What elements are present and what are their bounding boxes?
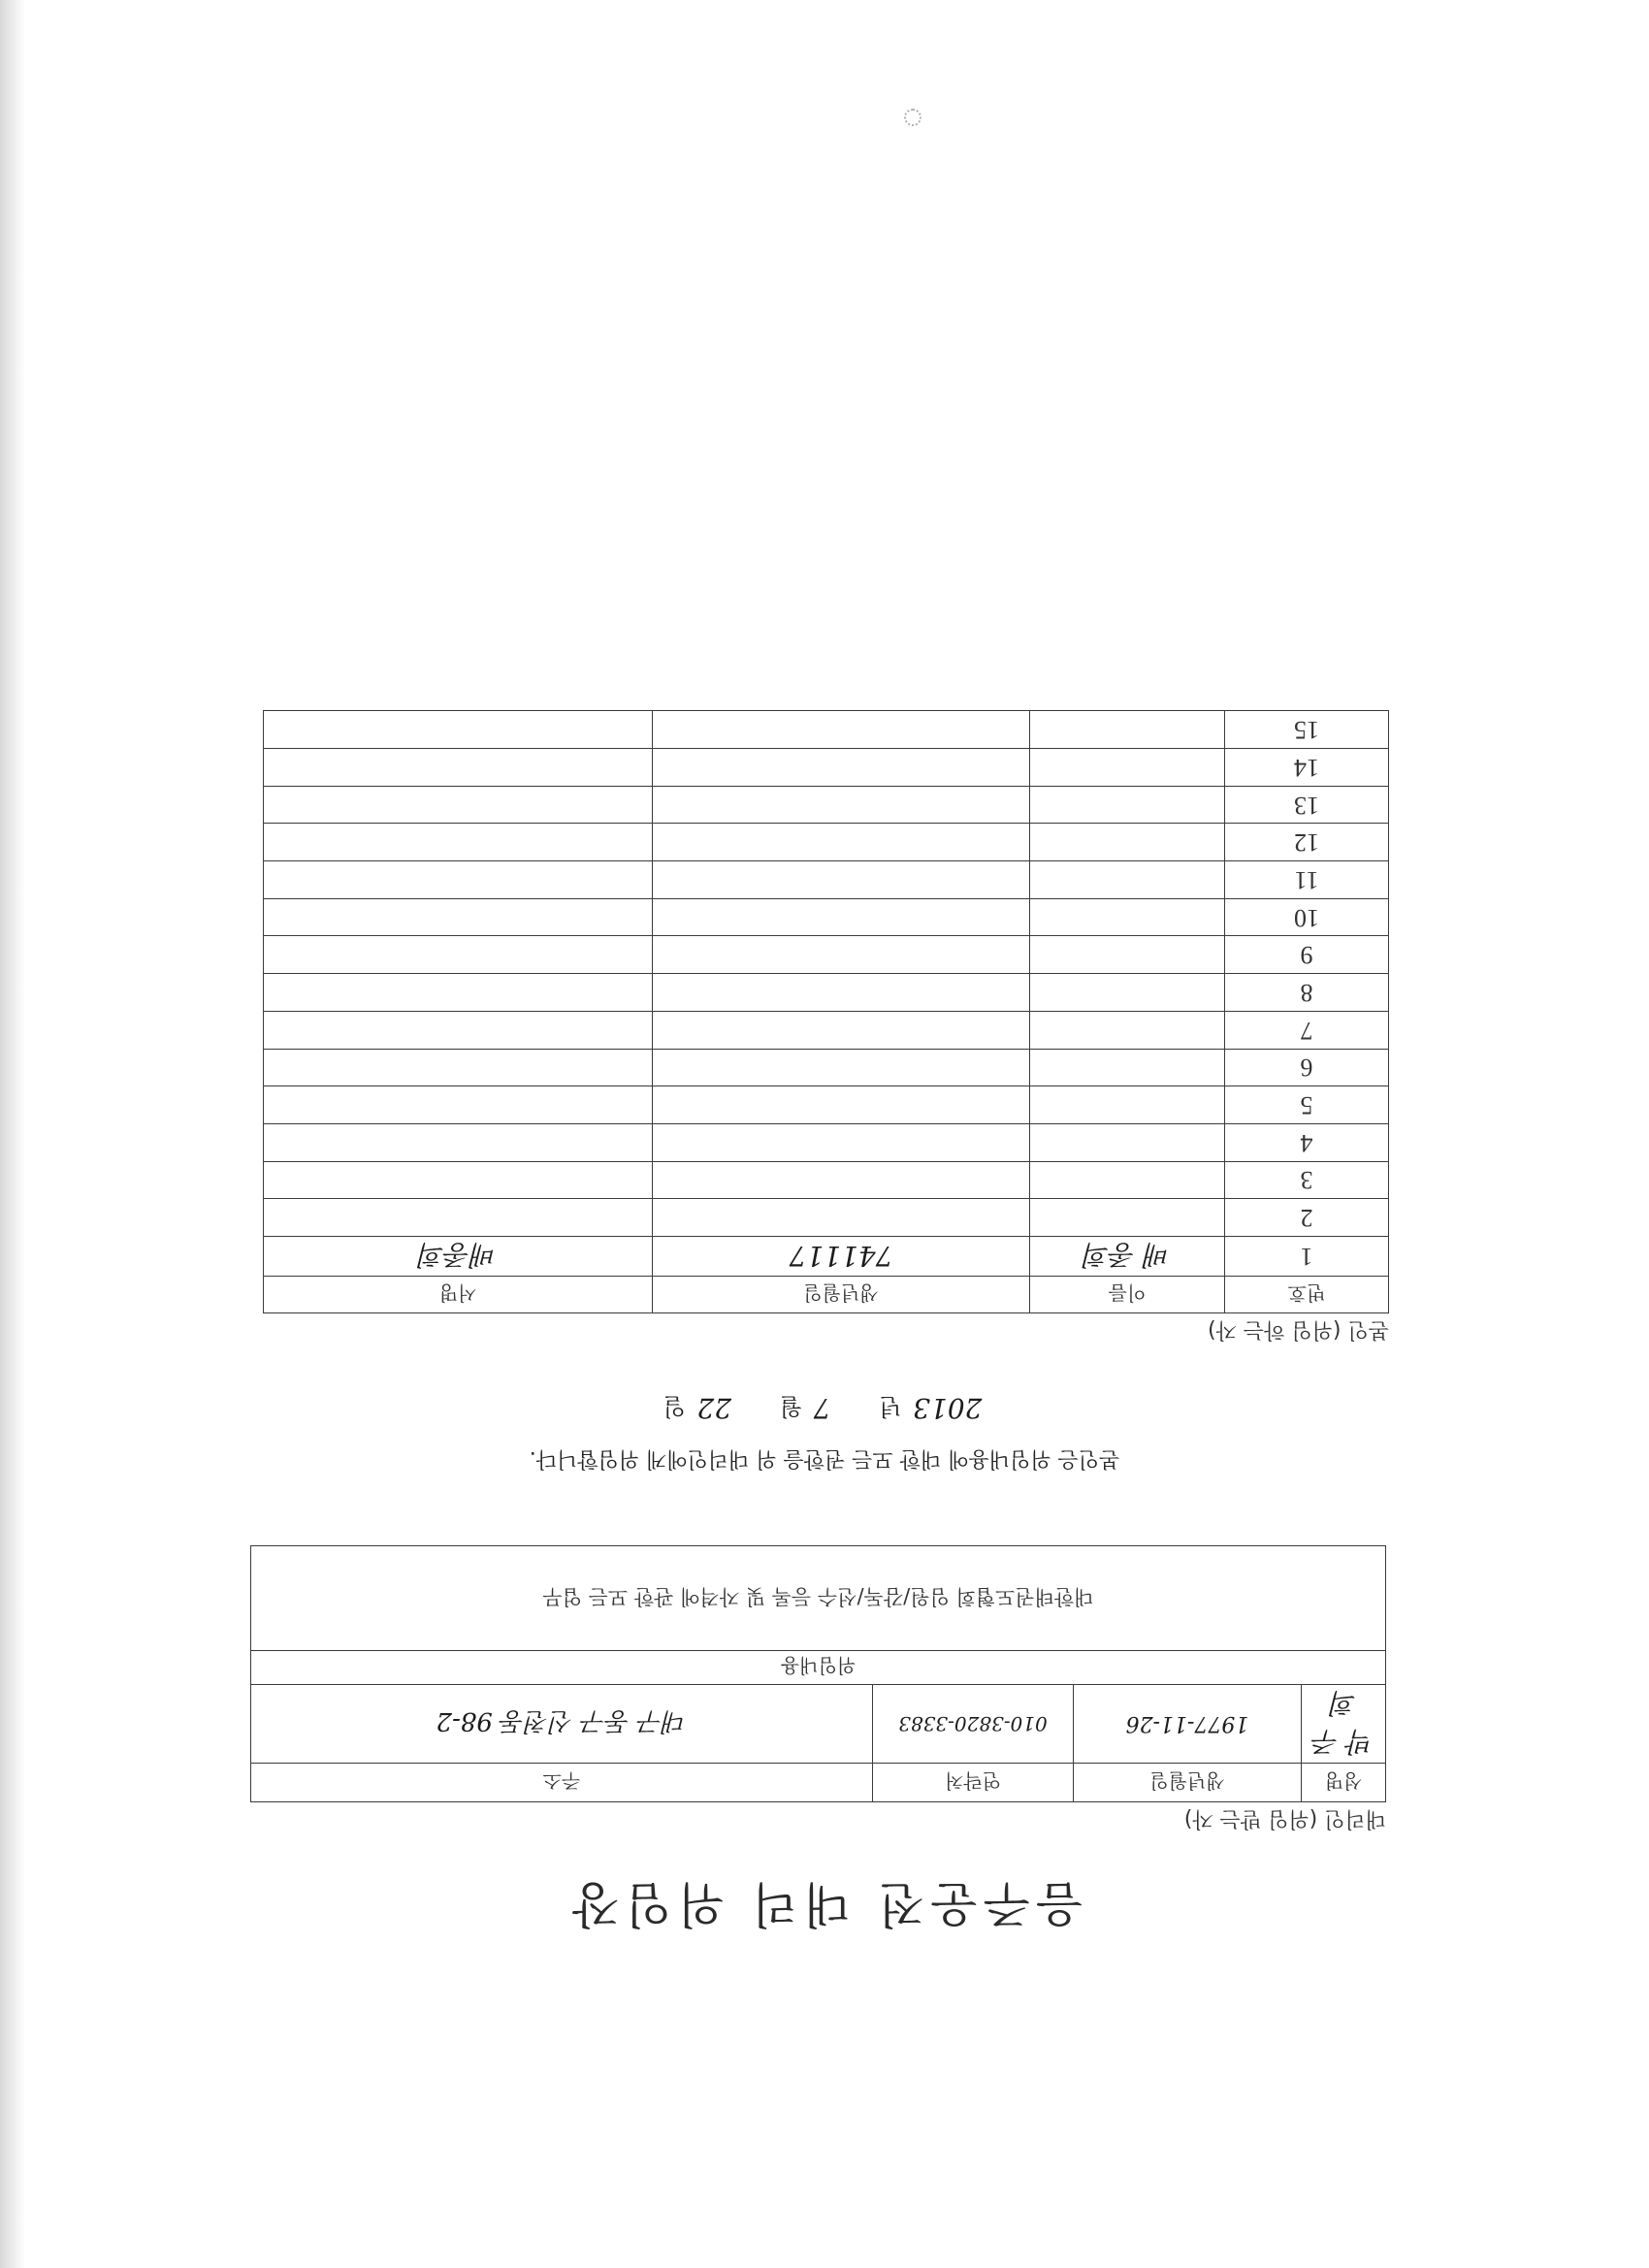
- document-date: [0, 1392, 1649, 1426]
- table-row: [264, 898, 1389, 936]
- header-number: 번호: [1225, 1277, 1389, 1313]
- row-signature: [264, 861, 653, 899]
- row-signature: [264, 749, 653, 787]
- date-month: 7: [813, 1392, 831, 1424]
- table-row: [264, 1237, 1389, 1277]
- date-day: 22: [696, 1392, 732, 1424]
- date-year-unit: 년: [879, 1393, 902, 1420]
- row-name: [1030, 1086, 1225, 1124]
- header-birthdate: 생년월일: [653, 1277, 1030, 1313]
- row-number: 8: [1225, 974, 1389, 1012]
- date-month-unit: 월: [779, 1393, 803, 1420]
- row-signature: [264, 974, 653, 1012]
- table-row: [264, 936, 1389, 974]
- row-name: [1030, 1049, 1225, 1086]
- row-signature: [264, 711, 653, 749]
- table-row: [264, 786, 1389, 824]
- row-number: 15: [1225, 711, 1389, 749]
- row-birthdate: [653, 974, 1030, 1012]
- header-agent-birthdate: 생년월일: [1074, 1764, 1302, 1802]
- delegation-statement: 본인은 위임내용에 대한 모든 권한을 위 대리인에게 위임합니다.: [529, 1446, 1120, 1471]
- row-name: [1030, 861, 1225, 899]
- document-title: 음주운전 대리 위임장: [566, 1876, 1083, 1932]
- header-agent-phone: 연락처: [873, 1764, 1074, 1802]
- row-number: 13: [1225, 786, 1389, 824]
- table-row: [264, 861, 1389, 899]
- table-row: [264, 1123, 1389, 1161]
- row-birthdate: [653, 936, 1030, 974]
- row-signature: [264, 898, 653, 936]
- row-name: [1030, 711, 1225, 749]
- principal-section-label: 본인 (위임 하는 자): [1208, 1317, 1389, 1342]
- row-signature: [264, 786, 653, 824]
- row-name: [1030, 974, 1225, 1012]
- row-birthdate: [653, 749, 1030, 787]
- row-birthdate: [653, 1086, 1030, 1124]
- row-name: [1030, 1199, 1225, 1237]
- table-row: [264, 974, 1389, 1012]
- table-row: [264, 1011, 1389, 1049]
- row-name: [1030, 1161, 1225, 1199]
- row-birthdate: [653, 898, 1030, 936]
- row-birthdate: 741117: [653, 1237, 1030, 1277]
- row-name: [1030, 1123, 1225, 1161]
- row-number: 9: [1225, 936, 1389, 974]
- row-number: 2: [1225, 1199, 1389, 1237]
- row-signature: [264, 1199, 653, 1237]
- table-row: [264, 1161, 1389, 1199]
- row-signature: [264, 1086, 653, 1124]
- content-text: 대한태권도협회 임원/감독/선수 등록 및 자격에 관한 모든 업무: [251, 1546, 1386, 1651]
- row-birthdate: [653, 711, 1030, 749]
- row-name: [1030, 898, 1225, 936]
- row-birthdate: [653, 1123, 1030, 1161]
- row-name: [1030, 936, 1225, 974]
- agent-birthdate-value: 1977-11-26: [1074, 1685, 1302, 1764]
- table-row: [264, 711, 1389, 749]
- row-name: [1030, 824, 1225, 861]
- row-number: 6: [1225, 1049, 1389, 1086]
- agent-name-value: 박 주희: [1302, 1685, 1386, 1764]
- agent-address-value: 대구 동구 신천동 98-2: [251, 1685, 873, 1764]
- row-number: 5: [1225, 1086, 1389, 1124]
- row-number: 14: [1225, 749, 1389, 787]
- row-signature: [264, 1011, 653, 1049]
- row-name: [1030, 1011, 1225, 1049]
- agent-section-label: 대리인 (위임 받는 자): [1183, 1806, 1386, 1831]
- header-agent-name: 성명: [1302, 1764, 1386, 1802]
- row-birthdate: [653, 786, 1030, 824]
- row-signature: [264, 936, 653, 974]
- header-name: 이름: [1030, 1277, 1225, 1313]
- row-birthdate: [653, 1049, 1030, 1086]
- agent-phone-value: 010-3820-3383: [873, 1685, 1074, 1764]
- content-header: 위임내용: [251, 1651, 1386, 1685]
- row-birthdate: [653, 1199, 1030, 1237]
- row-number: 10: [1225, 898, 1389, 936]
- row-signature: [264, 1161, 653, 1199]
- row-number: 1: [1225, 1237, 1389, 1277]
- table-row: [264, 824, 1389, 861]
- table-row: [264, 1049, 1389, 1086]
- agent-table: [250, 1545, 1386, 1802]
- row-signature: [264, 1049, 653, 1086]
- row-birthdate: [653, 1011, 1030, 1049]
- row-birthdate: [653, 824, 1030, 861]
- row-number: 3: [1225, 1161, 1389, 1199]
- date-year: 2013: [913, 1392, 983, 1424]
- row-number: 11: [1225, 861, 1389, 899]
- table-row: [264, 1199, 1389, 1237]
- row-signature: [264, 824, 653, 861]
- row-birthdate: [653, 1161, 1030, 1199]
- row-signature: 배종희: [264, 1237, 653, 1277]
- row-name: 배 종희: [1030, 1237, 1225, 1277]
- principal-table: [263, 710, 1389, 1313]
- row-name: [1030, 749, 1225, 787]
- row-number: 12: [1225, 824, 1389, 861]
- row-number: 7: [1225, 1011, 1389, 1049]
- header-agent-address: 주소: [251, 1764, 873, 1802]
- row-number: 4: [1225, 1123, 1389, 1161]
- table-row: [264, 1086, 1389, 1124]
- table-row: [264, 749, 1389, 787]
- header-signature: 서명: [264, 1277, 653, 1313]
- row-birthdate: [653, 861, 1030, 899]
- row-name: [1030, 786, 1225, 824]
- row-signature: [264, 1123, 653, 1161]
- date-day-unit: 일: [663, 1393, 686, 1420]
